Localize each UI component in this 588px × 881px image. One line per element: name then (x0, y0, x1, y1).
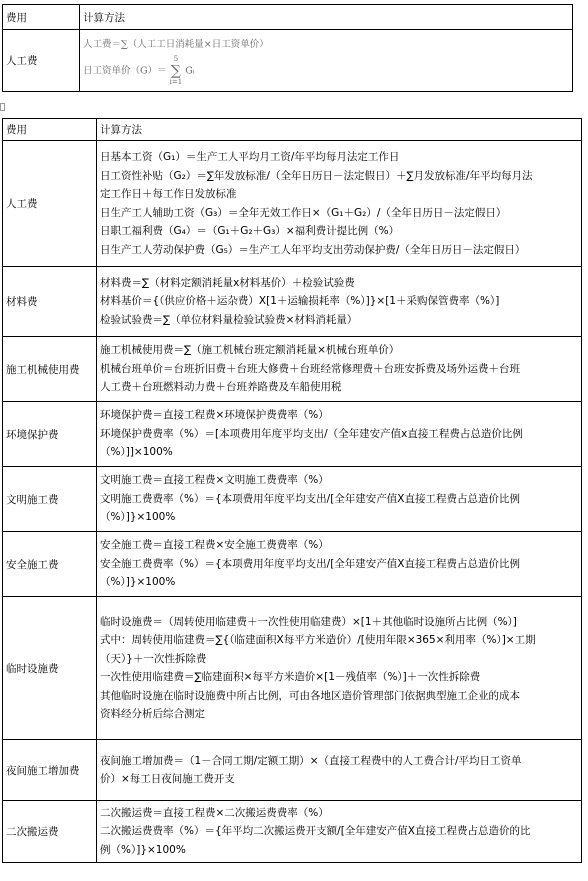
formula-line: 二次搬运费费率（%）＝{年平均二次搬运费开支额/[全年建安产值X直接工程费占总造价的比 (100, 825, 531, 838)
method-cell (97, 141, 582, 267)
method-cell (97, 532, 582, 597)
formula-line: 日生产工人辅助工资（G₃）＝全年无效工作日×（G₁＋G₂）/（全年日历日－法定假日） (100, 206, 507, 219)
formula-line: 安全施工费费率（%）＝{本项费用年度平均支出/[全年建安产值X直接工程费占总造价比例 (100, 557, 520, 570)
table-row (3, 267, 582, 337)
table-body (3, 141, 582, 863)
formula-line: 日职工福利费（G₄）＝（G₁＋G₂＋G₃）×福利费计提比例（%） (100, 225, 400, 237)
sigma-icon: ∑ (170, 62, 181, 79)
formula-line: （%）]}×100% (100, 576, 176, 589)
formula-line: 资料经分析后综合测定 (100, 708, 205, 720)
header-method: 计算方法 (97, 119, 582, 141)
table-row (3, 337, 582, 402)
method-cell (97, 801, 582, 863)
labor-formula-table (2, 4, 573, 92)
formula-line: 一次性使用临建费＝∑临建面积×每平方米造价×[1－残值率（%）]＋一次性拆除费 (100, 671, 481, 683)
formula-line: 日基本工资（G₁）＝生产工人平均月工资/年平均每月法定工作日 (100, 151, 400, 163)
method-cell (97, 267, 582, 337)
summation-symbol (170, 55, 183, 87)
method-cell (97, 740, 582, 801)
labor-cost-formula: 人工费＝∑（人工工日消耗量×日工资单价） (83, 38, 269, 50)
table-row (3, 597, 582, 740)
fee-name: 二次搬运费 (3, 801, 97, 863)
formula-line: 其他临时设施在临时设施费中所占比例，可由各地区造价管理部门依据典型施工企业的成本 (100, 689, 520, 702)
daily-wage-formula (83, 55, 569, 87)
table-row (3, 740, 582, 801)
formula-line: 例（%）]}×100% (100, 843, 186, 856)
table-row (3, 532, 582, 597)
daily-wage-lhs: 日工资单价（G）＝ (83, 65, 167, 76)
sigma-lower: i=1 (169, 77, 183, 86)
formula-line: 施工机械使用费＝∑（施工机械台班定额消耗量×机械台班单价） (100, 344, 400, 357)
formula-line: 定工作日＋每工作日发放标准 (100, 188, 237, 200)
formula-line: 人工费＋台班燃料动力费＋台班养路费及车船使用税 (100, 381, 342, 394)
formula-line: 检验试验费＝∑（单位材料量检验试验费×材料消耗量） (100, 313, 358, 326)
method-cell (97, 467, 582, 532)
method-cell (97, 597, 582, 740)
table-row (3, 801, 582, 863)
formula-line: 临时设施费＝（周转使用临建费＋一次性使用临建费）×[1＋其他临时设施所占比例（%）] (100, 615, 517, 628)
table-row (3, 141, 582, 267)
anchor-marker (0, 103, 5, 111)
header-fee: 费用 (3, 119, 97, 141)
fee-name: 人工费 (3, 141, 97, 267)
sigma-upper: 5 (173, 54, 179, 63)
formula-line: 日工资性补贴（G₂）＝∑年发放标准/（全年日历日－法定假日）＋∑月发放标准/年平均每月法 (100, 169, 533, 182)
fee-name: 环境保护费 (3, 402, 97, 467)
formula-line: 机械台班单价＝台班折旧费＋台班大修费＋台班经常修理费＋台班安拆费及场外运费＋台班 (100, 362, 520, 375)
fee-name: 临时设施费 (3, 597, 97, 740)
formula-line: 文明施工费＝直接工程费×文明施工费费率（%） (100, 474, 329, 487)
table-row (3, 402, 582, 467)
fee-name: 安全施工费 (3, 532, 97, 597)
formula-line: 安全施工费＝直接工程费×安全施工费费率（%） (100, 539, 329, 552)
daily-wage-rhs: Gᵢ (185, 65, 195, 76)
fee-name: 施工机械使用费 (3, 337, 97, 402)
formula-line: 日生产工人劳动保护费（G₅）＝生产工人年平均支出劳动保护费/（全年日历日－法定假日） (100, 243, 526, 256)
fee-name: 文明施工费 (3, 467, 97, 532)
formula-line: 价）×每工日夜间施工费开支 (100, 773, 235, 785)
formula-line: （%）]]×100% (100, 446, 173, 459)
cost-calculation-table (2, 118, 582, 863)
formula-line: 环境保护费＝直接工程费×环境保护费费率（%） (100, 409, 329, 422)
formula-line: 夜间施工增加费＝（1－合同工期/定额工期）×（直接工程费中的人工费合计/平均日工资单 (100, 754, 522, 767)
fee-cell: 人工费 (3, 30, 80, 92)
formula-line: 文明施工费费率（%）＝{本项费用年度平均支出/[全年建安产值X直接工程费占总造价比例 (100, 492, 520, 505)
formula-line: （天）}＋一次性拆除费 (100, 652, 207, 665)
method-cell (97, 337, 582, 402)
formula-line: 材料基价＝{（供应价格＋运杂费）X[1＋运输损耗率（%）]}×[1＋采购保管费率（%）] (100, 295, 500, 308)
formula-cell (80, 30, 573, 92)
formula-line: 环境保护费费率（%）＝[本项费用年度平均支出/（全年建安产值x直接工程费占总造价比例 (100, 427, 523, 440)
method-cell (97, 402, 582, 467)
formula-line: 二次搬运费＝直接工程费×二次搬运费费率（%） (100, 806, 329, 819)
header-method: 计算方法 (80, 5, 573, 30)
formula-line: 材料费＝∑（材料定额消耗量x材料基价）＋检验试验费 (100, 276, 355, 289)
table-row (3, 467, 582, 532)
formula-line: 式中：周转使用临建费＝∑{（临建面积X每平方米造价）/[使用年限×365×利用率（%）]×工期 (100, 634, 536, 646)
fee-name: 夜间施工增加费 (3, 740, 97, 801)
formula-line: （%）]}×100% (100, 511, 176, 524)
fee-name: 材料费 (3, 267, 97, 337)
header-fee: 费用 (3, 5, 80, 30)
